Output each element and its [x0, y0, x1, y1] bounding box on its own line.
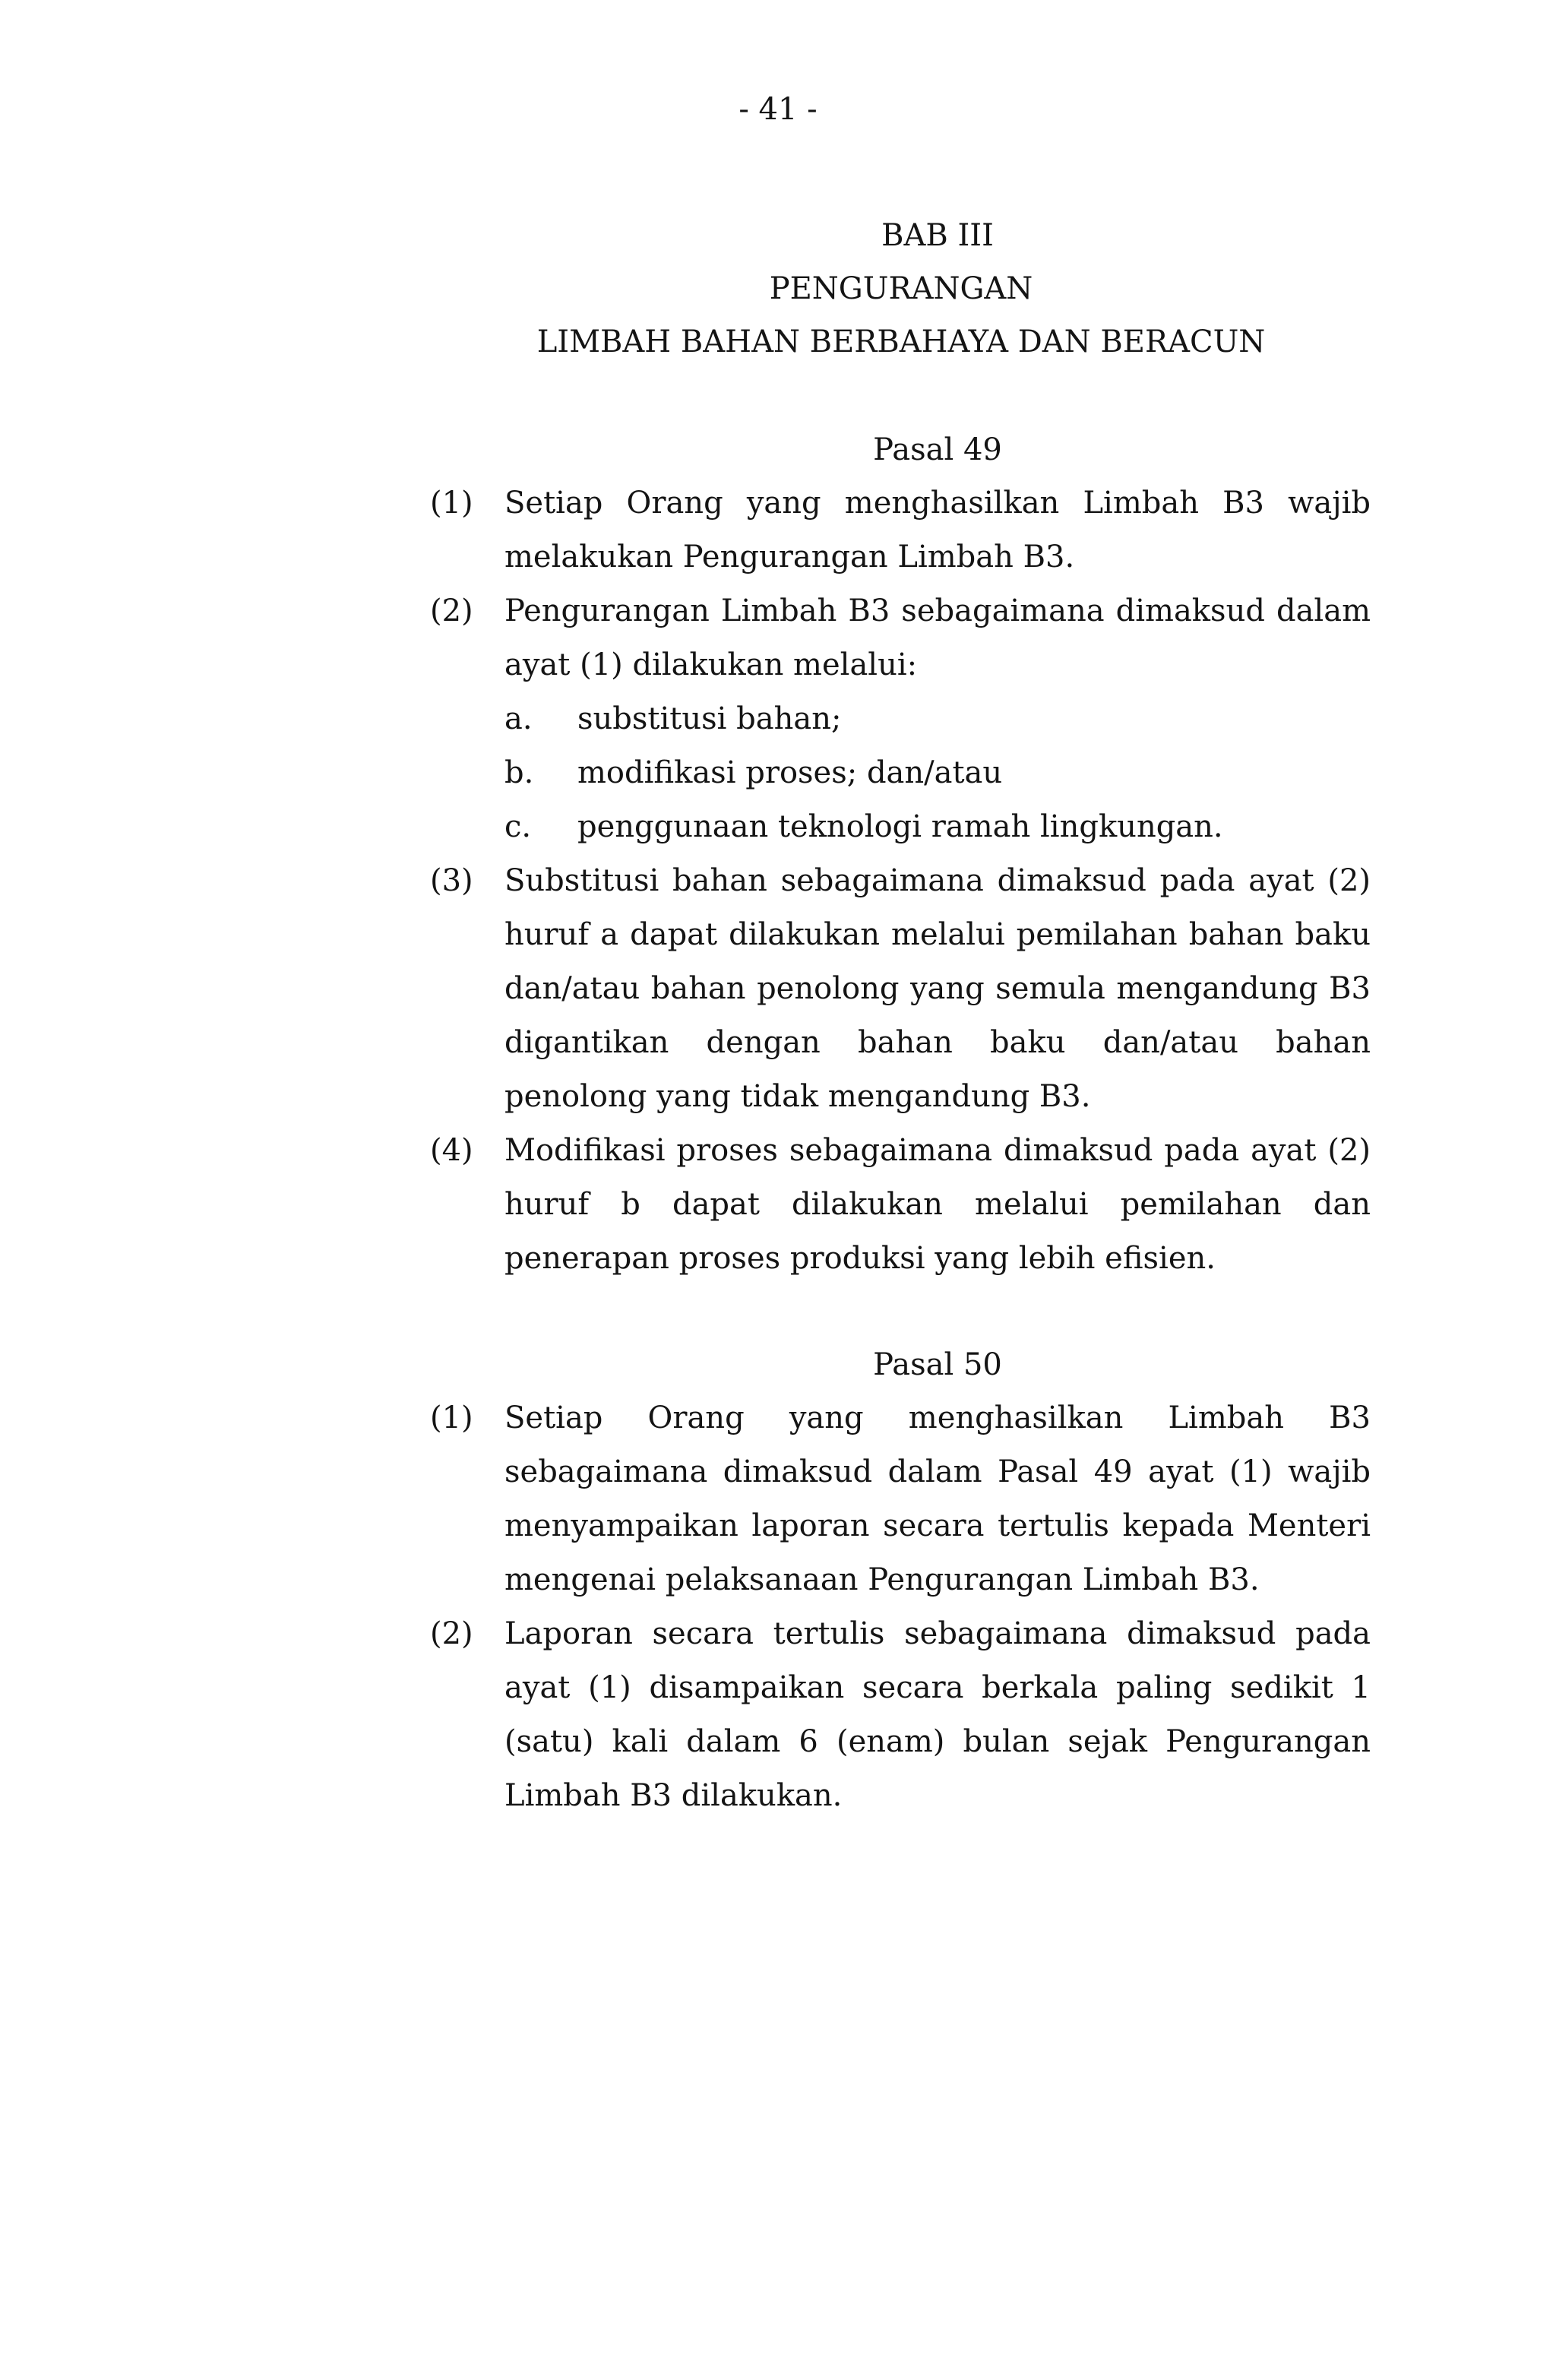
pasal-49-ayat-1	[430, 476, 1371, 584]
pasal-50-title: Pasal 50	[873, 1347, 1002, 1382]
list-text: substitusi bahan;	[577, 701, 842, 736]
list-item	[504, 800, 1371, 854]
pasal-49-title: Pasal 49	[873, 432, 1002, 467]
ayat-number: (2)	[430, 593, 473, 628]
ayat-number: (3)	[430, 863, 473, 898]
list-letter: b.	[504, 755, 534, 790]
pasal-50-ayat-2	[430, 1607, 1371, 1823]
list-text: penggunaan teknologi ramah lingkungan.	[577, 809, 1223, 844]
ayat-text: Pengurangan Limbah B3 sebagaimana dimaksud dalam ayat (1) dilakukan melalui:	[504, 593, 1371, 682]
ayat-text: Laporan secara tertulis sebagaimana dimaksud pada ayat (1) disampaikan secara berkala paling sedikit 1 (satu) kali dalam 6 (enam) bulan sejak Pengurangan Limbah B3 dilakukan.	[504, 1616, 1371, 1813]
chapter-title-line2: LIMBAH BAHAN BERBAHAYA DAN BERACUN	[536, 324, 1266, 359]
ayat-number: (4)	[430, 1133, 473, 1168]
ayat-number: (1)	[430, 1400, 473, 1435]
list-letter: a.	[504, 701, 533, 736]
page-number: - 41 -	[738, 92, 818, 127]
pasal-49-ayat-2-list	[504, 692, 1371, 854]
ayat-number: (2)	[430, 1616, 473, 1651]
pasal-49-ayat-4	[430, 1124, 1371, 1286]
list-item	[504, 746, 1371, 800]
pasal-49-ayat-2	[430, 584, 1371, 692]
ayat-text: Substitusi bahan sebagaimana dimaksud pada ayat (2) huruf a dapat dilakukan melalui pemilahan bahan baku dan/atau bahan penolong yang semula mengandung B3 digantikan dengan bahan baku dan/atau bahan penolong yang tidak mengandung B3.	[504, 863, 1371, 1114]
chapter-title-line1: PENGURANGAN	[769, 271, 1033, 306]
list-letter: c.	[504, 809, 532, 844]
list-text: modifikasi proses; dan/atau	[577, 755, 1003, 790]
list-item	[504, 692, 1371, 746]
ayat-number: (1)	[430, 486, 473, 521]
ayat-text: Modifikasi proses sebagaimana dimaksud pada ayat (2) huruf b dapat dilakukan melalui pemilahan dan penerapan proses produksi yang lebih efisien.	[504, 1133, 1371, 1276]
pasal-49-ayat-3	[430, 854, 1371, 1124]
pasal-50-ayat-1	[430, 1391, 1371, 1607]
ayat-text: Setiap Orang yang menghasilkan Limbah B3 sebagaimana dimaksud dalam Pasal 49 ayat (1) wajib menyampaikan laporan secara tertulis kepada Menteri mengenai pelaksanaan Pengurangan Limbah B3.	[504, 1400, 1371, 1597]
ayat-text: Setiap Orang yang menghasilkan Limbah B3 wajib melakukan Pengurangan Limbah B3.	[504, 486, 1371, 574]
chapter-label: BAB III	[881, 218, 994, 253]
